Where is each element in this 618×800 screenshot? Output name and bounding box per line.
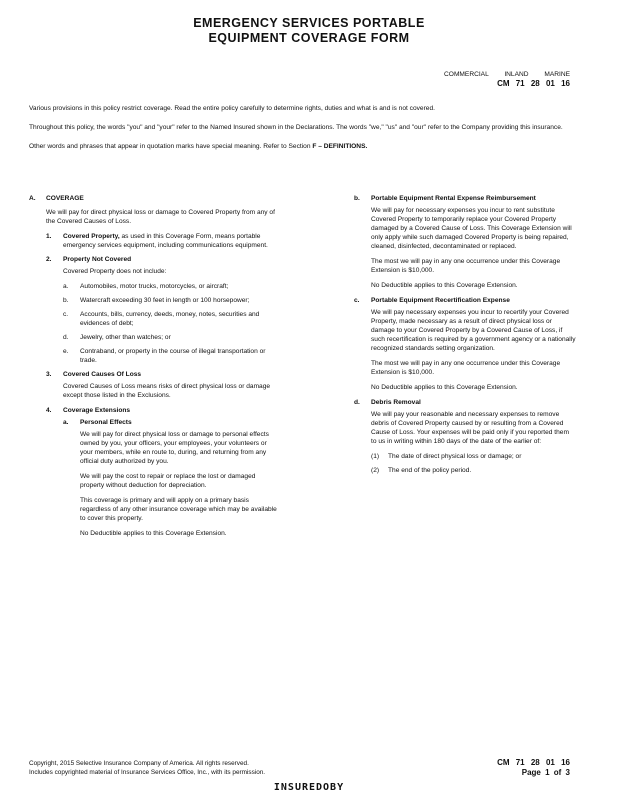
item-4-coverage-extensions (46, 406, 281, 415)
watermark: INSUREDOBY (273, 782, 345, 793)
item-4a-p3: This coverage is primary and will apply on a primary basis regardless of any other insurance coverage which may be available to cover this property. (80, 497, 277, 522)
intro-section (29, 104, 574, 151)
item-4b-p3: No Deductible applies to this Coverage Extension. (371, 282, 518, 289)
form-title-line1: EMERGENCY SERVICES PORTABLE (193, 16, 425, 30)
intro-quoted-words (29, 142, 574, 151)
item-4d-1 (371, 452, 576, 461)
item-2b-text: Watercraft exceeding 30 feet in length or 100 horsepower; (80, 297, 250, 304)
form-number-top: CM 71 28 01 16 (497, 79, 570, 88)
copyright-line-2: Includes copyrighted material of Insurance Services Office, Inc., with its permission. (29, 769, 266, 776)
item-4b-p1: We will pay for necessary expenses you incur to rent substitute Covered Property to temporarily replace your Covered Property damaged by a Covered Cause of Loss. This Coverage Extension will only apply while such damaged Covered Property is being repaired, cleaned, disinfected, decontaminated or replaced. (371, 207, 572, 250)
item-4d-title: Debris Removal (371, 399, 421, 406)
form-number-bottom: CM 71 28 01 16 (497, 758, 570, 767)
item-2b (63, 296, 281, 305)
section-a-title: COVERAGE (46, 195, 84, 202)
item-2c (63, 310, 281, 328)
footer-copyright (29, 759, 429, 777)
definitions-reference: F – DEFINITIONS. (312, 143, 368, 150)
item-3-body (46, 382, 281, 400)
item-2-title: Property Not Covered (63, 256, 132, 263)
item-1-text: as used in this Coverage Form, means portable emergency services equipment, including communications equipment. (63, 233, 268, 249)
item-2a-text: Automobiles, motor trucks, motorcycles, or aircraft; (80, 283, 229, 290)
item-4b-letter: b. (354, 195, 360, 202)
item-2b-letter: b. (63, 297, 69, 304)
item-4a-heading (63, 418, 281, 427)
right-column (354, 194, 576, 480)
item-2-body (46, 267, 281, 365)
item-3-text: Covered Causes of Loss means risks of direct physical loss or damage except those listed in the Exclusions. (63, 383, 271, 399)
item-2e-text: Contraband, or property in the course of illegal transportation or trade. (80, 348, 266, 364)
left-column (29, 194, 291, 544)
item-4-number: 4. (46, 407, 52, 414)
item-2d-letter: d. (63, 334, 69, 341)
item-1-title: Covered Property, (63, 233, 120, 240)
item-4c-letter: c. (354, 297, 360, 304)
item-4a-letter: a. (63, 419, 69, 426)
item-2-intro: Covered Property does not include: (63, 268, 167, 275)
item-2c-letter: c. (63, 311, 69, 318)
item-4c-title: Portable Equipment Recertification Expense (371, 297, 510, 304)
footer-form-info (450, 758, 570, 778)
item-4c-p2: The most we will pay in any one occurrence under this Coverage Extension is $10,000. (371, 360, 561, 376)
section-a-body (29, 208, 281, 538)
item-4-title: Coverage Extensions (63, 407, 131, 414)
item-4d-body (354, 410, 576, 475)
item-2e (63, 347, 281, 365)
item-4a-title: Personal Effects (80, 419, 132, 426)
item-4c-p1: We will pay necessary expenses you incur to recertify your Covered Property, made necessary as a result of direct physical loss or damage to your Covered Property by a Covered Cause of Loss, if such recertification is required by a government agency or a nationally recognized standards setting organization. (371, 309, 576, 352)
item-4b-heading (354, 194, 576, 203)
item-3-covered-causes (46, 370, 281, 379)
item-4b-body (354, 206, 576, 290)
item-2-number: 2. (46, 256, 52, 263)
intro-quoted-text: Other words and phrases that appear in quotation marks have special meaning. Refer to Section (29, 143, 311, 150)
form-title-line2: EQUIPMENT COVERAGE FORM (208, 31, 410, 45)
item-4c-p3: No Deductible applies to this Coverage Extension. (371, 384, 518, 391)
intro-definitions-you: Throughout this policy, the words "you" and "your" refer to the Named Insured shown in the Declarations. The words "we," "us" and "our" refer to the Company providing this insurance. (29, 124, 563, 131)
item-4a-p4: No Deductible applies to this Coverage Extension. (80, 530, 227, 537)
form-category: COMMERCIAL INLAND MARINE (444, 71, 570, 78)
item-4-body (46, 418, 281, 538)
item-2a-letter: a. (63, 283, 69, 290)
section-a-intro: We will pay for direct physical loss or damage to Covered Property from any of the Covered Causes of Loss. (46, 209, 275, 225)
item-4d-1-number: (1) (371, 453, 380, 460)
item-4d-2 (371, 466, 576, 475)
item-4b-title: Portable Equipment Rental Expense Reimbursement (371, 195, 536, 202)
item-2a (63, 282, 281, 291)
item-4d-1-text: The date of direct physical loss or damage; or (388, 453, 522, 460)
item-4a-p2: We will pay the cost to repair or replace the lost or damaged property without deduction for depreciation. (80, 473, 256, 489)
item-2d-text: Jewelry, other than watches; or (80, 334, 171, 341)
item-4d-p1: We will pay your reasonable and necessary expenses to remove debris of Covered Property caused by or resulting from a Covered Cause of Loss. Your expenses will be paid only if you reported them to us in writing within 180 days of the date of the earlier of: (371, 411, 569, 445)
item-4a-body (63, 430, 281, 538)
intro-provisions: Various provisions in this policy restrict coverage. Read the entire policy carefully to determine rights, duties and what is and is not covered. (29, 105, 435, 112)
item-4d-2-number: (2) (371, 467, 380, 474)
item-3-number: 3. (46, 371, 52, 378)
section-a-heading (29, 194, 291, 203)
item-3-title: Covered Causes Of Loss (63, 371, 142, 378)
item-4a-p1: We will pay for direct physical loss or damage to personal effects owned by you, your officers, your employees, your volunteers or your members, while en route to, during, and returning from any official duty authorized by you. (80, 431, 269, 465)
item-2d (63, 333, 281, 342)
item-4c-heading (354, 296, 576, 305)
item-2-property-not-covered (46, 255, 281, 264)
copyright-line-1: Copyright, 2015 Selective Insurance Company of America. All rights reserved. (29, 760, 249, 767)
item-4d-letter: d. (354, 399, 360, 406)
item-4b-p2: The most we will pay in any one occurrence under this Coverage Extension is $10,000. (371, 258, 561, 274)
item-1-covered-property (46, 232, 281, 250)
section-a-letter: A. (29, 195, 36, 202)
item-1-number: 1. (46, 233, 52, 240)
item-4c-body (354, 308, 576, 392)
item-4d-heading (354, 398, 576, 407)
page-number: Page 1 of 3 (521, 768, 570, 777)
item-2c-text: Accounts, bills, currency, deeds, money, notes, securities and evidences of debt; (80, 311, 260, 327)
item-4d-2-text: The end of the policy period. (388, 467, 472, 474)
item-2e-letter: e. (63, 348, 69, 355)
